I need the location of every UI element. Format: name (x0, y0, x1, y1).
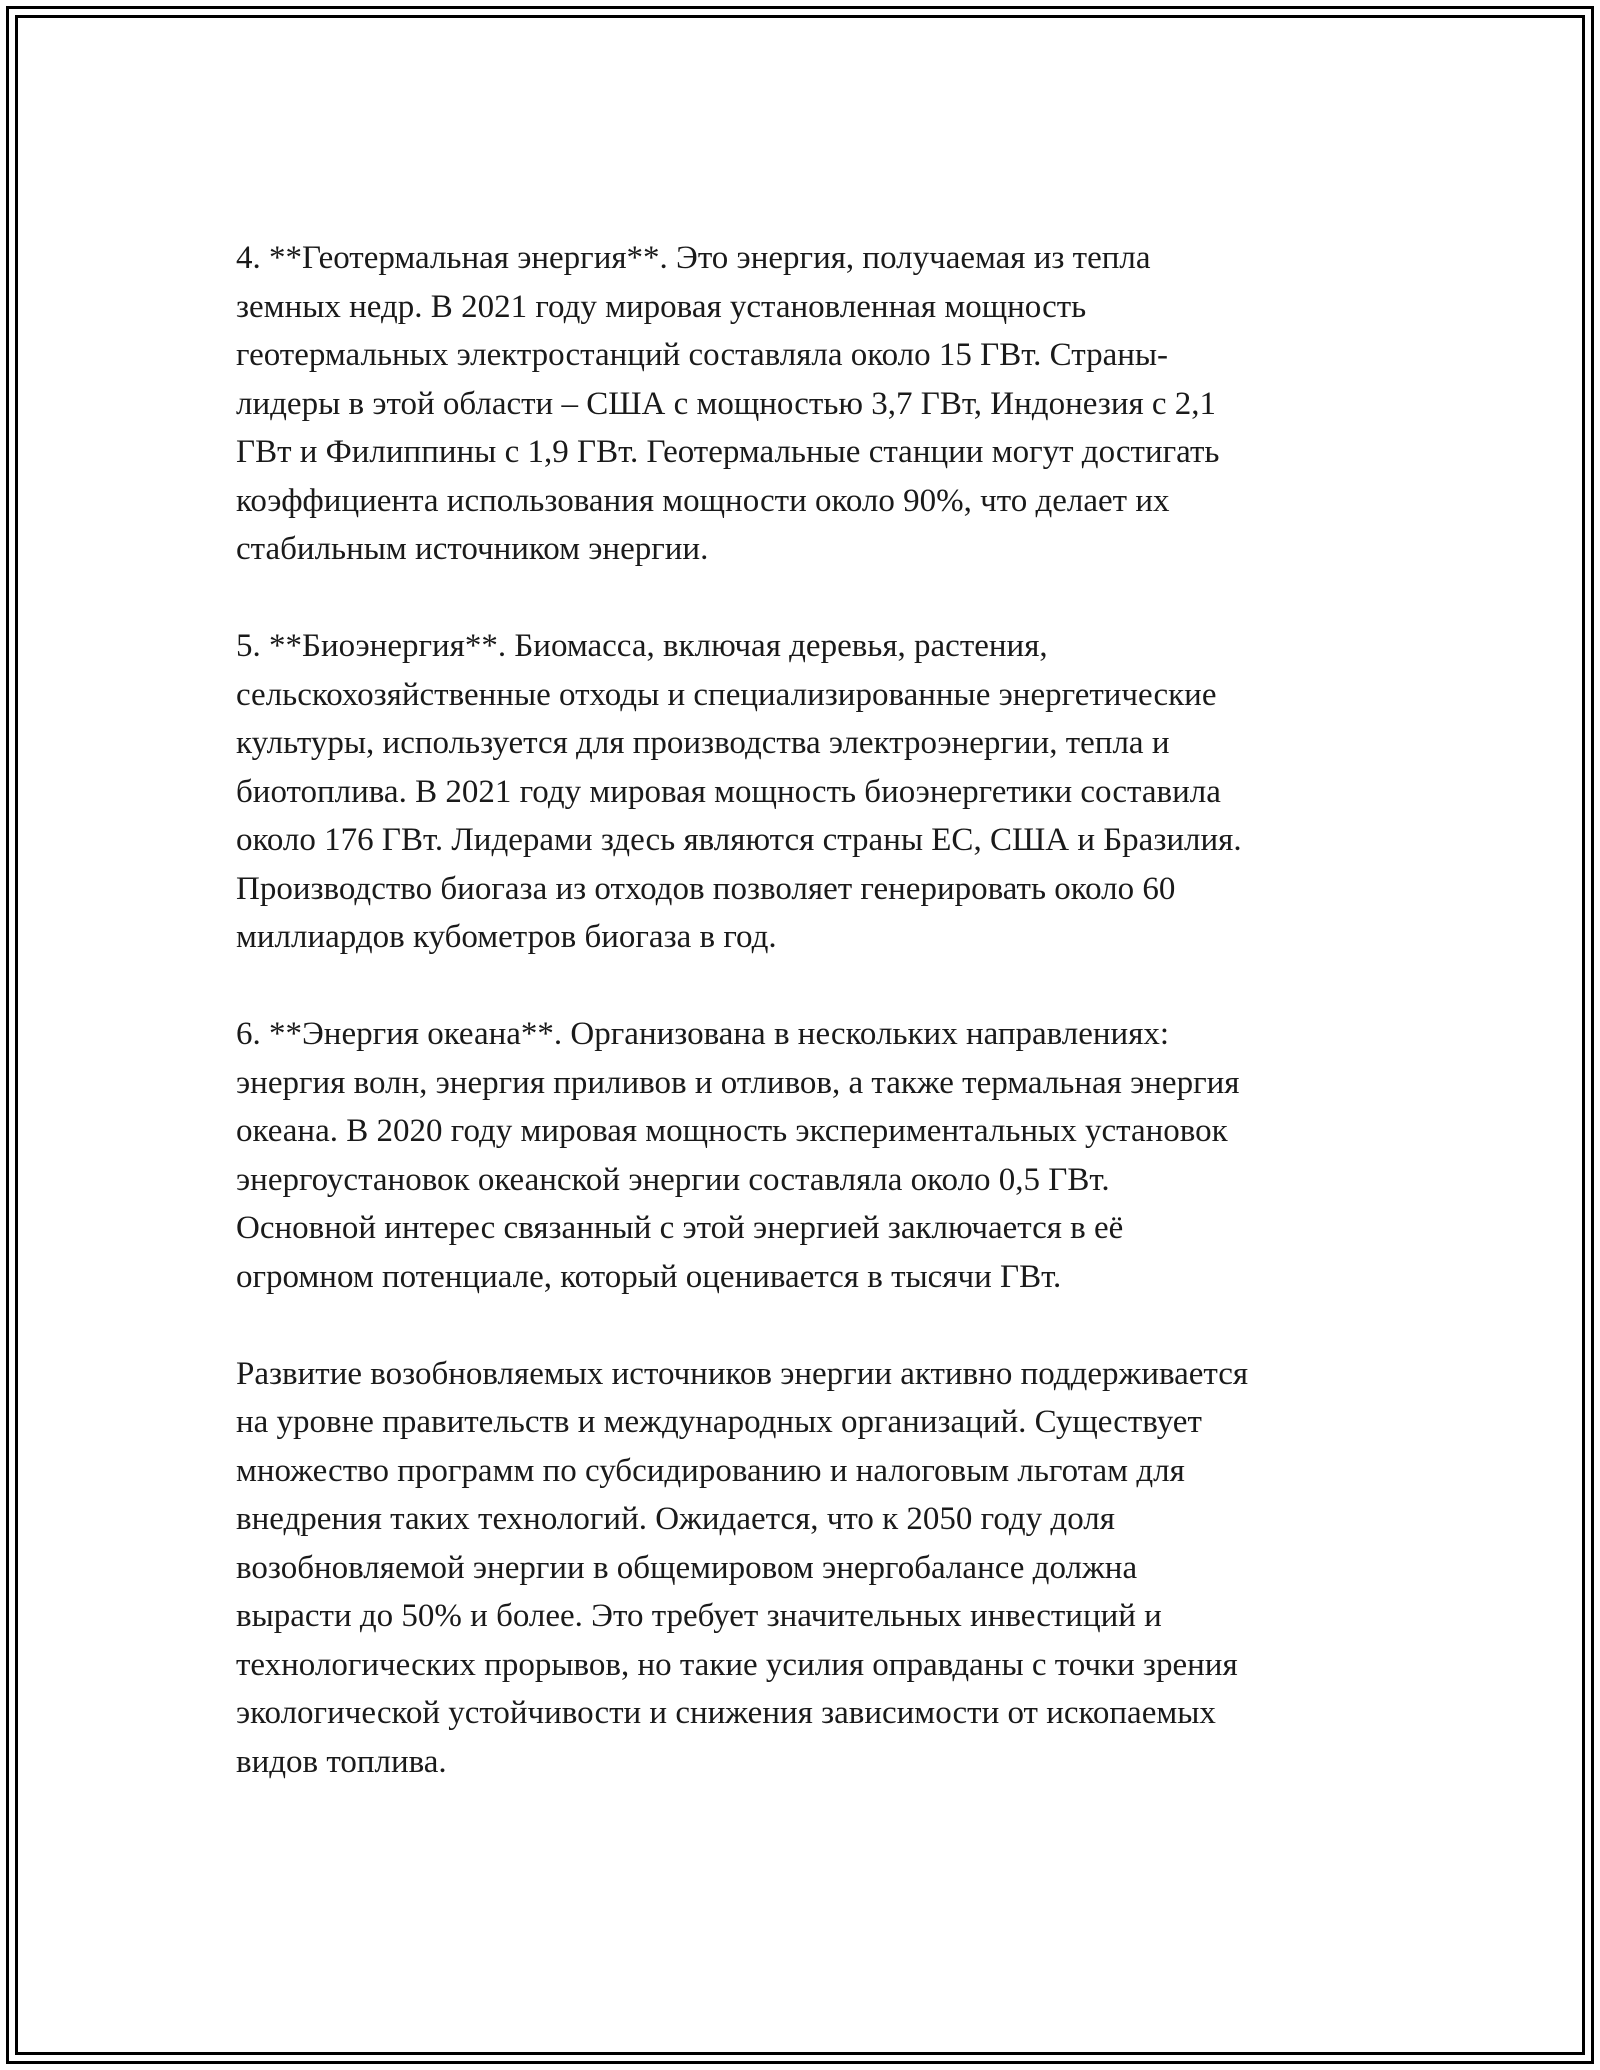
text-line: Развитие возобновляемых источников энергии активно поддерживается (236, 1355, 1249, 1392)
text-line: возобновляемой энергии в общемировом энергобалансе должна (236, 1549, 1138, 1586)
text-line: Производство биогаза из отходов позволяет генерировать около 60 (236, 870, 1176, 907)
text-line: на уровне правительств и международных организаций. Существует (236, 1404, 1202, 1440)
text-line: миллиардов кубометров биогаза в год. (236, 919, 777, 955)
text-line: огромном потенциале, который оценивается в тысячи ГВт. (236, 1258, 1062, 1295)
text-line: стабильным источником энергии. (236, 531, 709, 567)
paragraph-geothermal (236, 234, 1386, 574)
text-line: внедрения таких технологий. Ожидается, что к 2050 году доля (236, 1501, 1115, 1537)
text-line: 6. **Энергия океана**. Организована в нескольких направлениях: (236, 1016, 1170, 1052)
paragraph-ocean-energy (236, 1010, 1386, 1301)
text-line: энергоустановок океанской энергии составляла около 0,5 ГВт. (236, 1161, 1110, 1198)
text-line: технологических прорывов, но такие усилия оправданы с точки зрения (236, 1646, 1238, 1683)
text-line: энергия волн, энергия приливов и отливов, а также термальная энергия (236, 1064, 1240, 1101)
text-line: геотермальных электростанций составляла около 15 ГВт. Страны- (236, 337, 1169, 373)
text-line: вырасти до 50% и более. Это требует значительных инвестиций и (236, 1598, 1162, 1634)
text-line: Основной интерес связанный с этой энергией заключается в её (236, 1210, 1124, 1246)
text-line: сельскохозяйственные отходы и специализированные энергетические (236, 676, 1217, 713)
text-line: 5. **Биоэнергия**. Биомасса, включая деревья, растения, (236, 628, 1048, 664)
text-line: лидеры в этой области – США с мощностью 3,7 ГВт, Индонезия с 2,1 (236, 385, 1217, 422)
text-line: видов топлива. (236, 1743, 447, 1780)
text-line: экологической устойчивости и снижения зависимости от ископаемых (236, 1695, 1216, 1731)
document-body (236, 234, 1386, 1835)
text-line: культуры, используется для производства электроэнергии, тепла и (236, 725, 1170, 761)
text-line: ГВт и Филиппины с 1,9 ГВт. Геотермальные станции могут достигать (236, 434, 1220, 470)
text-line: океана. В 2020 году мировая мощность экспериментальных установок (236, 1113, 1228, 1149)
text-line: земных недр. В 2021 году мировая установленная мощность (236, 288, 1087, 325)
text-line: коэффициента использования мощности около 90%, что делает их (236, 482, 1170, 519)
text-line: биотоплива. В 2021 году мировая мощность биоэнергетики составила (236, 773, 1221, 810)
paragraph-bioenergy (236, 622, 1386, 962)
text-line: около 176 ГВт. Лидерами здесь являются страны ЕС, США и Бразилия. (236, 822, 1242, 858)
paragraph-conclusion (236, 1350, 1386, 1787)
text-line: 4. **Геотермальная энергия**. Это энергия, получаемая из тепла (236, 240, 1151, 276)
text-line: множество программ по субсидированию и налоговым льготам для (236, 1452, 1185, 1489)
